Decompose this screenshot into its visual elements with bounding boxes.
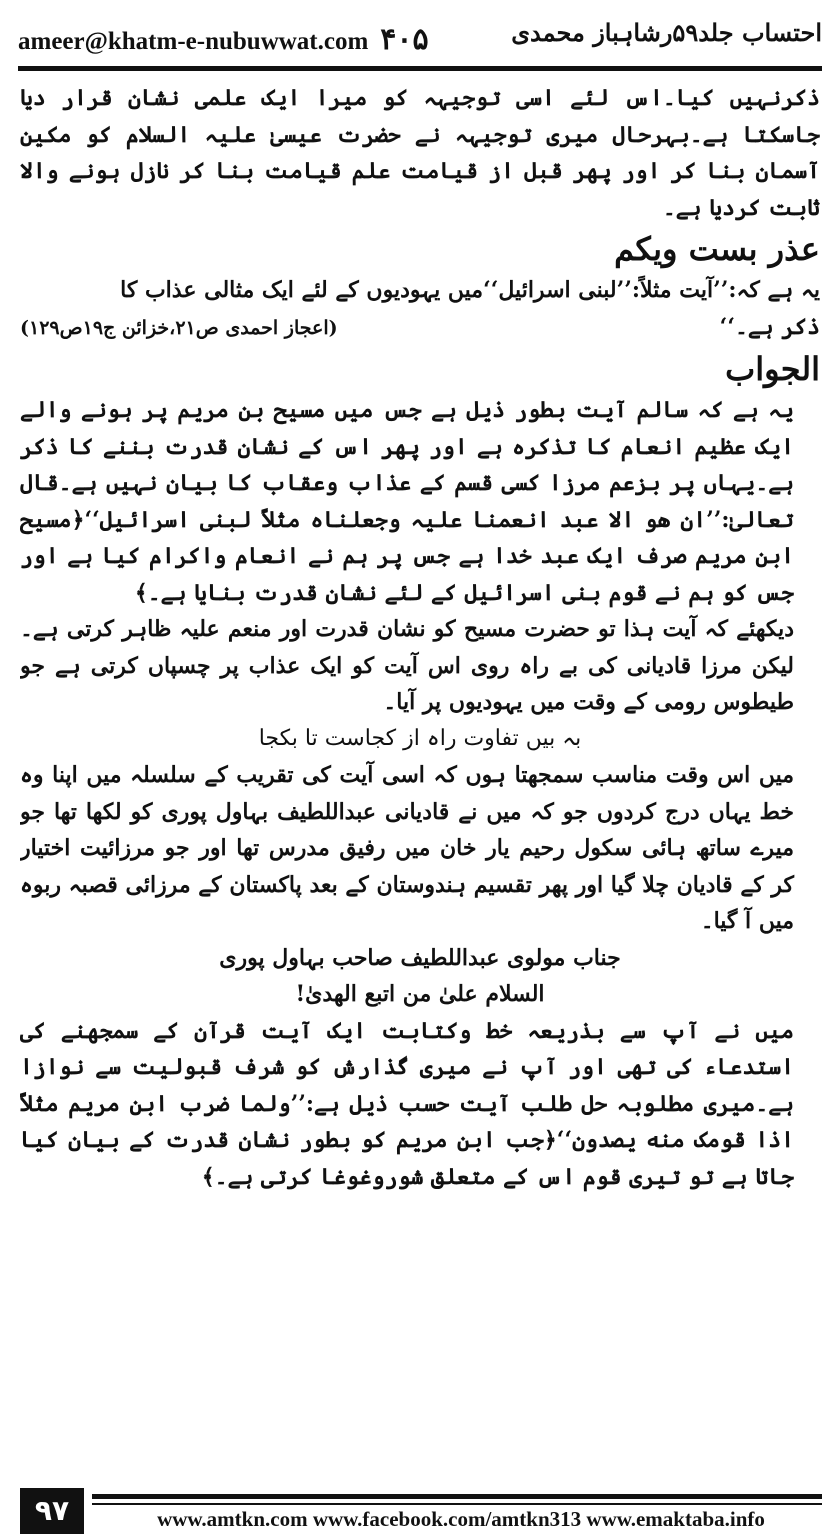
footer-rule-thick bbox=[92, 1494, 822, 1499]
header-left bbox=[18, 22, 429, 57]
paragraph-4: دیکھئے کہ آیت ہذا تو حضرت مسیح کو نشان قدرت اور منعم علیہ ظاہر کرتی ہے۔لیکن مرزا قادیانی کی بے راہ روی اس آیت کو ایک عذاب پر چسپاں کرتی ہے جو طیطوس رومی کے وقت میں یہودیوں پر آیا۔ bbox=[20, 616, 794, 715]
letter-salutation: السلام علیٰ من اتبع الهدیٰ! bbox=[295, 981, 545, 1007]
section-heading-2: الجواب bbox=[725, 350, 820, 388]
reference-citation: (اعجاز احمدی ص۲۱،خزائن ج۱۹ص۱۲۹) bbox=[20, 316, 338, 339]
paragraph-5: میں اس وقت مناسب سمجھتا ہوں کہ اسی آیت کی تقریب کے سلسلہ میں اپنا وہ خط یہاں درج کردوں جو کہ میں نے قادیانی عبداللطیف بہاول پوری کو لکھا تھا جو میرے ساتھ ہائی سکول رحیم یار خان میں رفیق مدرس تھا اور جو مرزائیت اختیار کر کے قادیان چلا گیا اور پھر تقسیم ہندوستان کے بعد پاکستان کے مرزائی قصبہ ربوہ میں آ گیا۔ bbox=[20, 762, 794, 934]
section-heading-1: عذر بست ویکم bbox=[614, 230, 820, 268]
footer-links: www.amtkn.com www.facebook.com/amtkn313 www.emaktaba.info bbox=[157, 1507, 765, 1531]
page-header bbox=[18, 16, 822, 60]
persian-verse: بہ بیں تفاوت راہ از کجاست تا بکجا bbox=[258, 725, 582, 751]
header-email: ameer@khatm-e-nubuwwat.com bbox=[18, 28, 369, 55]
header-page-number: ۴۰۵ bbox=[380, 23, 429, 56]
header-rule bbox=[18, 66, 822, 71]
footer-rule-thin bbox=[92, 1503, 822, 1505]
footer-page-number: ۹۷ bbox=[20, 1488, 84, 1534]
header-book-title: احتساب جلد۵۹رشاہباز محمدی bbox=[511, 18, 822, 47]
letter-addressee: جناب مولوی عبداللطیف صاحب بہاول پوری bbox=[219, 944, 621, 971]
paragraph-6: میں نے آپ سے بذریعہ خط وکتابت ایک آیت قرآن کے سمجھنے کی استدعاء کی تھی اور آپ نے میری گذارش کو شرف قبولیت سے نوازا ہے۔میری مطلوبہ حل طلب آیت حسب ذیل ہے:’’ولما ضرب ابن مریم مثلاً اذا قومک منه یصدون‘‘﴿جب ابن مریم کو بطور نشان قدرت کے بیان کیا جاتا ہے تو تیری قوم اس کے متعلق شوروغوغا کرتی ہے۔﴾ bbox=[20, 1017, 794, 1190]
paragraph-2-end: ذکر ہے۔‘‘ bbox=[719, 313, 820, 340]
paragraph-1: ذکرنہیں کیا۔اس لئے اسی توجیہہ کو میرا ایک علمی نشان قرار دیا جاسکتا ہے۔بہرحال میری توجیہہ نے حضرت عیسیٰ علیہ السلام کو مکین آسمان بنا کر اور پھر قبل از قیامت علم قیامت بنا کر نازل ہونے والا ثابت کردیا ہے۔ bbox=[20, 85, 820, 221]
reference-line bbox=[20, 309, 820, 347]
paragraph-2: یہ ہے کہ:’’آیت مثلاً:’’لبنی اسرائیل‘‘میں یہودیوں کے لئے ایک مثالی عذاب کا bbox=[120, 277, 820, 303]
document-body bbox=[20, 80, 820, 1460]
paragraph-3: یہ ہے کہ سالم آیت بطور ذیل ہے جس میں مسیح بن مریم پر ہونے والے ایک عظیم انعام کا تذکرہ ہے اور پھر اس کے نشان قدرت بننے کا ذکر ہے۔یہاں پر بزعم مرزا کسی قسم کے عذاب وعقاب کا بیان نہیں ہے۔قال تعالیٰ:’’ان ھو الا عبد انعمنا علیہ وجعلناہ مثلاً لبنی اسرائیل‘‘﴿مسیح ابن مریم صرف ایک عبد خدا ہے جس پر ہم نے انعام واکرام کیا ہے اور جس کو ہم نے قوم بنی اسرائیل کے لئے نشان قدرت بنایا ہے۔﴾ bbox=[20, 397, 794, 606]
